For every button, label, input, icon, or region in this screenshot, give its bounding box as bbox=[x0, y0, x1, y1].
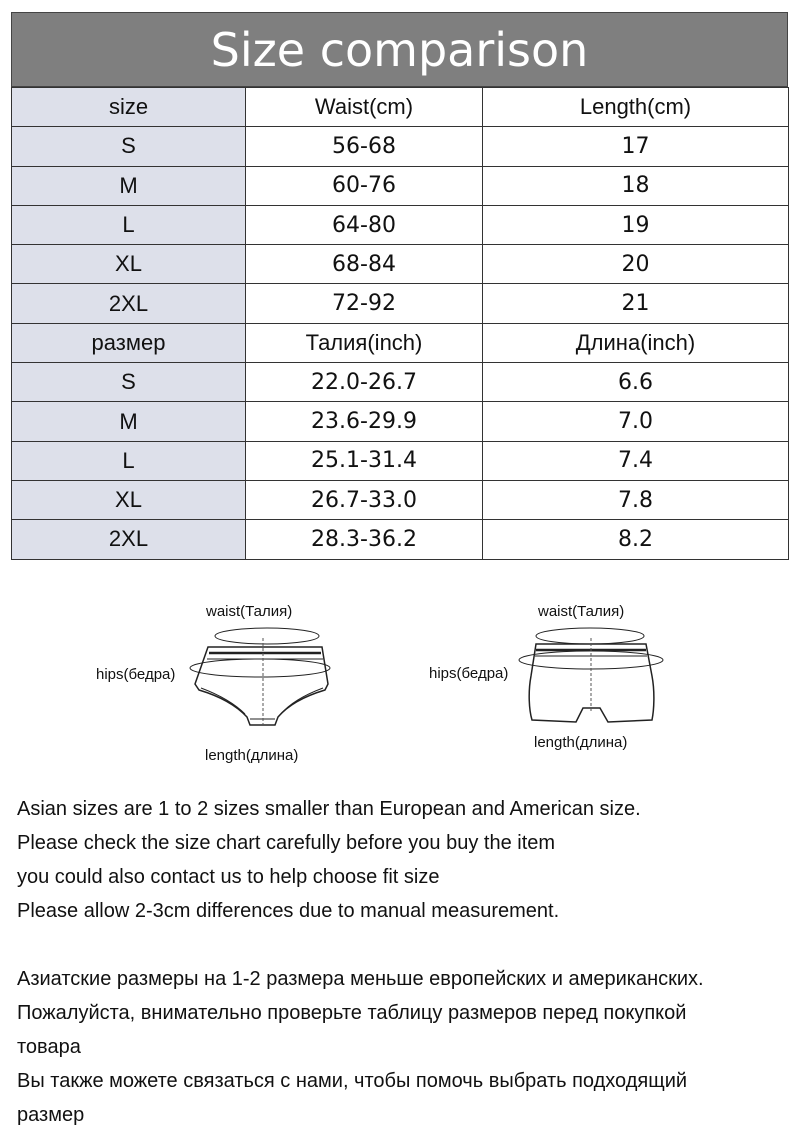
waist-cell: 28.3-36.2 bbox=[246, 520, 483, 559]
length-label: length(длина) bbox=[205, 747, 299, 764]
page-title: Size comparison bbox=[11, 12, 788, 87]
header-waist-cm: Waist(cm) bbox=[246, 88, 483, 127]
table-row bbox=[12, 245, 789, 284]
note-ru-5: размер bbox=[17, 1104, 85, 1126]
length-cell: 8.2 bbox=[483, 520, 789, 559]
hips-ellipse bbox=[190, 659, 330, 677]
table-row bbox=[12, 441, 789, 480]
length-cell: 17 bbox=[483, 127, 789, 166]
length-label: length(длина) bbox=[534, 734, 628, 751]
waist-cell: 60-76 bbox=[246, 166, 483, 205]
length-cell: 19 bbox=[483, 205, 789, 244]
boxer-measurement-diagram bbox=[428, 592, 678, 772]
size-cell: M bbox=[12, 402, 246, 441]
length-cell: 7.8 bbox=[483, 480, 789, 519]
note-ru-4: Вы также можете связаться с нами, чтобы помочь выбрать подходящий bbox=[17, 1070, 688, 1092]
table-header-inch bbox=[12, 323, 789, 362]
header-length-cm: Length(cm) bbox=[483, 88, 789, 127]
table-row bbox=[12, 520, 789, 559]
note-ru-3: товара bbox=[17, 1036, 81, 1058]
waist-ellipse bbox=[536, 628, 644, 644]
size-cell: S bbox=[12, 127, 246, 166]
size-cell: 2XL bbox=[12, 284, 246, 323]
size-cell: XL bbox=[12, 245, 246, 284]
header-waist-inch: Талия(inch) bbox=[246, 323, 483, 362]
note-ru-2: Пожалуйста, внимательно проверьте таблицу размеров перед покупкой bbox=[17, 1002, 687, 1024]
length-cell: 18 bbox=[483, 166, 789, 205]
length-cell: 21 bbox=[483, 284, 789, 323]
waist-cell: 25.1-31.4 bbox=[246, 441, 483, 480]
header-length-inch: Длина(inch) bbox=[483, 323, 789, 362]
length-cell: 20 bbox=[483, 245, 789, 284]
waist-cell: 72-92 bbox=[246, 284, 483, 323]
waist-cell: 56-68 bbox=[246, 127, 483, 166]
waist-label: waist(Талия) bbox=[538, 603, 625, 620]
note-ru-1: Азиатские размеры на 1-2 размера меньше европейских и американских. bbox=[17, 968, 704, 990]
notes-section bbox=[17, 792, 792, 1132]
table-row bbox=[12, 205, 789, 244]
note-en-4: Please allow 2-3cm differences due to manual measurement. bbox=[17, 900, 560, 922]
brief-measurement-diagram bbox=[95, 592, 340, 772]
size-cell: M bbox=[12, 166, 246, 205]
waist-cell: 26.7-33.0 bbox=[246, 480, 483, 519]
table-row bbox=[12, 127, 789, 166]
size-cell: 2XL bbox=[12, 520, 246, 559]
waist-label: waist(Талия) bbox=[206, 603, 293, 620]
note-en-1: Asian sizes are 1 to 2 sizes smaller than European and American size. bbox=[17, 798, 641, 820]
hips-label: hips(бедра) bbox=[429, 665, 509, 682]
length-cell: 6.6 bbox=[483, 363, 789, 402]
waist-cell: 23.6-29.9 bbox=[246, 402, 483, 441]
waist-cell: 64-80 bbox=[246, 205, 483, 244]
table-header-cm bbox=[12, 88, 789, 127]
boxer-icon bbox=[529, 644, 654, 722]
length-cell: 7.4 bbox=[483, 441, 789, 480]
waist-cell: 22.0-26.7 bbox=[246, 363, 483, 402]
size-cell: L bbox=[12, 205, 246, 244]
notes-spacer bbox=[17, 928, 792, 962]
length-cell: 7.0 bbox=[483, 402, 789, 441]
table-row bbox=[12, 284, 789, 323]
table-row bbox=[12, 480, 789, 519]
waist-cell: 68-84 bbox=[246, 245, 483, 284]
header-size: size bbox=[12, 88, 246, 127]
size-cell: L bbox=[12, 441, 246, 480]
brief-icon bbox=[195, 647, 328, 725]
size-cell: S bbox=[12, 363, 246, 402]
hips-label: hips(бедра) bbox=[96, 666, 176, 683]
note-en-2: Please check the size chart carefully before you buy the item bbox=[17, 832, 556, 854]
header-size-ru: размер bbox=[12, 323, 246, 362]
table-row bbox=[12, 363, 789, 402]
size-table bbox=[11, 87, 789, 560]
size-cell: XL bbox=[12, 480, 246, 519]
waist-ellipse bbox=[215, 628, 319, 644]
table-row bbox=[12, 166, 789, 205]
note-en-3: you could also contact us to help choose fit size bbox=[17, 866, 440, 888]
table-row bbox=[12, 402, 789, 441]
